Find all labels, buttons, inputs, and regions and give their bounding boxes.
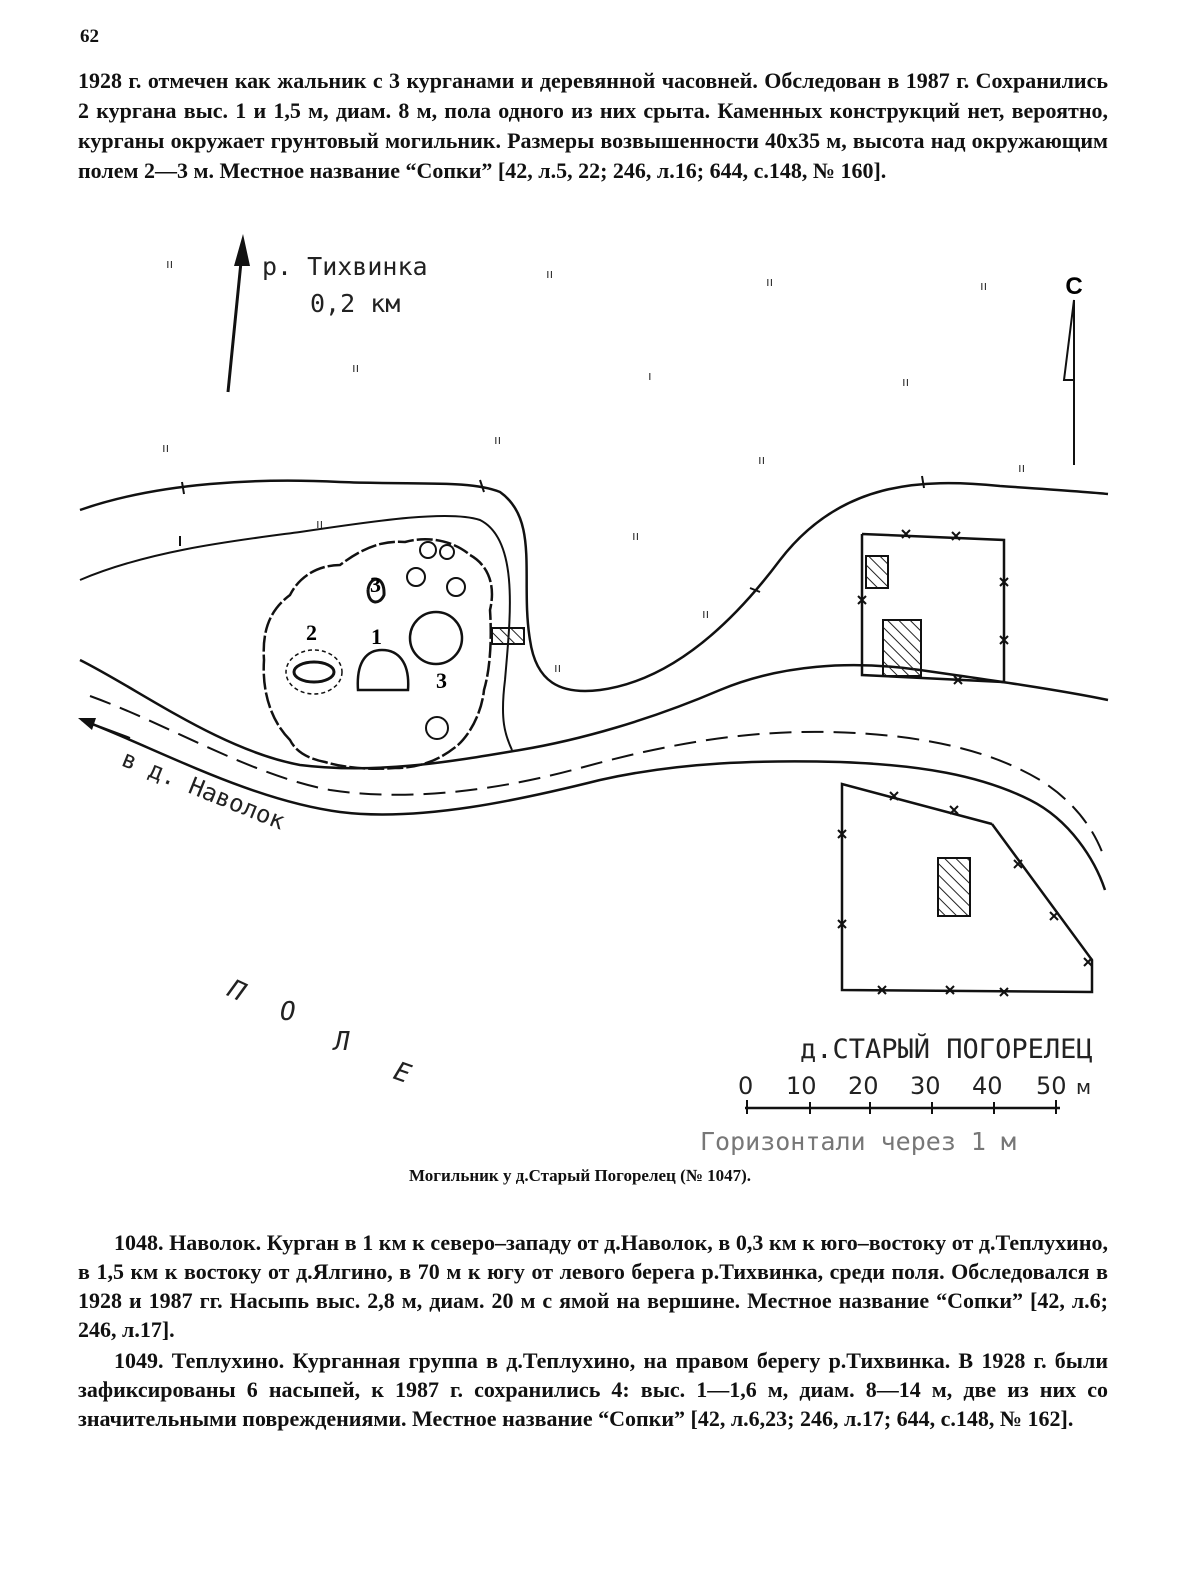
svg-text:ıı: ıı: [980, 278, 988, 293]
contour-upper: [80, 481, 1108, 691]
scale-tick-10: 10: [786, 1072, 817, 1100]
mound-label-3: 3: [436, 668, 447, 693]
entry-1048-text: Курган в 1 км к северо–западу от д.Наволок, в 0,3 км к юго–востоку от д.Теплухино, в 1,5 км к востоку от д.Ялгино, в 70 м к югу от левого берега р.Тихвинка, среди поля. Обследовался в 1928 и 1987 гг. Насыпь выс. 2,8 м, диам. 20 м с ямой на вершине. Местное название “Сопки” [42, л.6; 246, л.17].: [78, 1230, 1108, 1342]
north-label: С: [1065, 273, 1083, 300]
scale-tick-0: 0: [738, 1072, 754, 1100]
contour-note: Горизонтали через 1 м: [700, 1127, 1017, 1156]
contour-upper-inner: [80, 516, 512, 750]
svg-text:ıı: ıı: [1018, 460, 1026, 475]
scale-tick-30: 30: [910, 1072, 941, 1100]
chapel-marker: [492, 628, 524, 644]
village-label: д.СТАРЫЙ ПОГОРЕЛЕЦ: [800, 1034, 1093, 1065]
field-letter-2: О: [280, 997, 296, 1027]
page-number: 62: [80, 26, 99, 47]
north-arrow-icon: [1064, 300, 1074, 465]
field-letter-4: Е: [389, 1056, 415, 1090]
entry-1048-title: Наволок.: [169, 1230, 262, 1255]
svg-text:ıı: ıı: [162, 440, 170, 455]
grass-symbols: [162, 256, 1025, 675]
site-map: [0, 220, 1200, 1160]
svg-text:ıı: ıı: [316, 516, 324, 531]
svg-text:ıı: ıı: [554, 660, 562, 675]
figure-caption: Могильник у д.Старый Погорелец (№ 1047).: [408, 1166, 752, 1185]
scale-tick-50: 50: [1036, 1072, 1067, 1100]
road-arrow-icon: [78, 718, 130, 738]
river-arrow-icon: [228, 234, 250, 392]
scale-tick-20: 20: [848, 1072, 879, 1100]
svg-text:ıı: ıı: [166, 256, 174, 271]
mound-label-1: 1: [371, 624, 382, 649]
svg-text:ıı: ıı: [352, 360, 360, 375]
road-label: в д. Наволок: [117, 744, 290, 836]
road-dashed-line: [90, 696, 1105, 860]
mound-label-2: 2: [306, 620, 317, 645]
svg-text:ıı: ıı: [758, 452, 766, 467]
scale-ticks: [738, 1072, 1091, 1100]
small-pits: [368, 542, 465, 739]
entry-1048: [78, 1228, 1108, 1344]
svg-text:ıı: ıı: [494, 432, 502, 447]
scale-bar: [745, 1100, 1060, 1114]
mound-1: [358, 650, 408, 690]
scale-tick-40: 40: [972, 1072, 1003, 1100]
river-distance: 0,2 км: [310, 289, 401, 318]
svg-text:ıı: ıı: [902, 374, 910, 389]
field-letter-1: П: [223, 974, 250, 1008]
field-letter-3: Л: [334, 1027, 350, 1057]
mound-3-large: [410, 612, 462, 664]
mound-label-3b: 3: [370, 572, 381, 597]
entry-1049-number: 1049.: [114, 1348, 164, 1373]
intro-paragraph: 1928 г. отмечен как жальник с 3 курганами и деревянной часовней. Обследован в 1987 г. Сохранились 2 кургана выс. 1 и 1,5 м, диам. 8 м, пола одного из них срыта. Каменных конструкций нет, вероятно, курганы окружает грунтовый могильник. Размеры возвышенности 40х35 м, высота над окружающим полем 2—3 м. Местное название “Сопки” [42, л.5, 22; 246, л.16; 644, с.148, № 160].: [78, 68, 1108, 183]
entry-1049: [78, 1346, 1108, 1433]
river-label: р. Тихвинка: [262, 252, 428, 281]
svg-text:ıı: ıı: [702, 606, 710, 621]
mound-2: [286, 650, 342, 694]
entry-1049-title: Теплухино.: [171, 1348, 285, 1373]
svg-text:ıı: ıı: [546, 266, 554, 281]
fenced-plot-upper: [858, 530, 1008, 684]
entry-1049-text: Курганная группа в д.Теплухино, на правом берегу р.Тихвинка. В 1928 г. были зафиксированы 6 насыпей, к 1987 г. сохранились 4: выс. 1—1,6 м, диам. 8—14 м, две из них со значительными повреждениями. Местное название “Сопки” [42, л.6,23; 246, л.17; 644, с.148, № 162].: [78, 1348, 1108, 1431]
scale-unit: м: [1076, 1075, 1092, 1099]
svg-text:ı: ı: [648, 368, 652, 383]
svg-text:ıı: ıı: [632, 528, 640, 543]
svg-text:ıı: ıı: [766, 274, 774, 289]
entry-1048-number: 1048.: [114, 1230, 164, 1255]
